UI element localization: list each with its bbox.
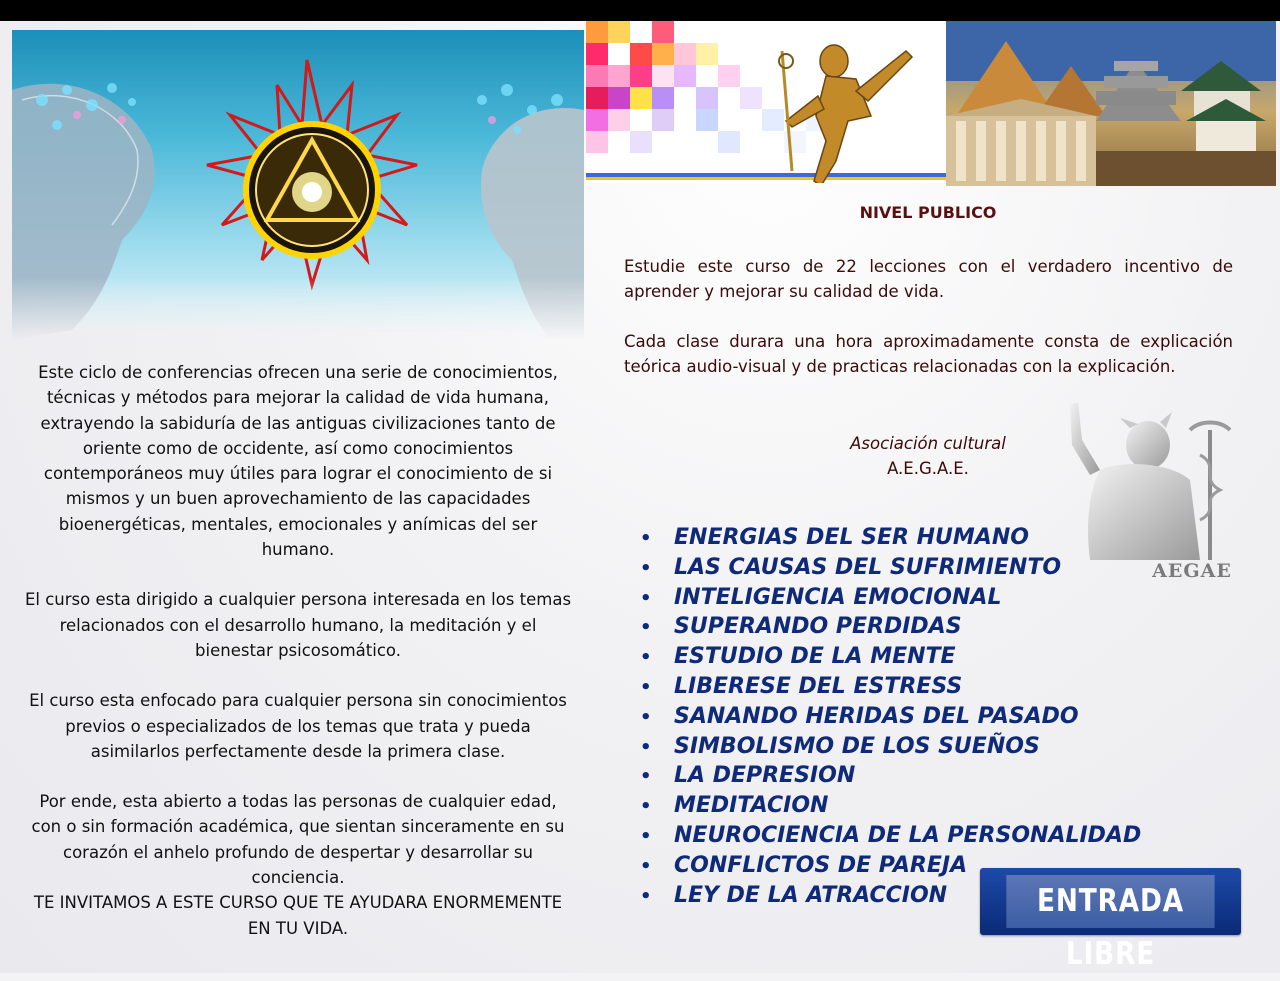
free-entry-badge — [980, 868, 1241, 972]
level-heading: NIVEL PUBLICO — [859, 203, 997, 222]
association-label: Asociación cultural — [850, 434, 1006, 453]
bullet-icon: • — [640, 647, 652, 669]
aegae-logo-text: AEGAE — [1152, 560, 1232, 582]
hermes-colored-squares-image — [586, 21, 946, 183]
topic-item — [640, 672, 1141, 702]
course-summary-paragraph: Estudie este curso de 22 lecciones con el verdadero incentivo de aprender y mejorar su calidad de vida. — [624, 257, 1233, 301]
description-paragraph-4: Por ende, esta abierto a todas las personas de cualquier edad, con o sin formación académica, que sientan sinceramente en su corazón el anhelo profundo de despertar y desarrollar su conciencia. — [31, 792, 565, 888]
bullet-icon: • — [640, 676, 652, 698]
bullet-icon: • — [640, 706, 652, 728]
topic-label: LAS CAUSAS DEL SUFRIMIENTO — [674, 554, 1062, 580]
topic-label: SUPERANDO PERDIDAS — [674, 614, 962, 640]
bullet-icon: • — [640, 766, 652, 788]
topic-label: ENERGIAS DEL SER HUMANO — [674, 525, 1029, 550]
bullet-icon: • — [640, 557, 652, 579]
topic-label: ESTUDIO DE LA MENTE — [674, 644, 956, 670]
class-info-paragraph: Cada clase durara una hora aproximadamente consta de explicación teórica audio-visual y de practicas relacionadas con la explicación. — [624, 332, 1233, 376]
bullet-icon: • — [640, 617, 652, 639]
mystic-heads-illustration — [12, 30, 584, 340]
association-name: A.E.G.A.E. — [887, 459, 969, 478]
association-credit — [818, 431, 1038, 481]
topic-label: NEUROCIENCIA DE LA PERSONALIDAD — [674, 822, 1142, 848]
description-paragraph-1: Este ciclo de conferencias ofrecen una serie de conocimientos, técnicas y métodos para mejorar la calidad de vida humana, extrayendo la sabiduría de las antiguas civilizaciones tanto de oriente como de occidente, así como conocimientos contemporáneos muy útiles para lograr el conocimiento de si mismos y un buen aprovechamiento de las capacidades bioenergéticas, mentales, emocionales y anímicas del ser humano. — [38, 363, 558, 560]
topic-item — [640, 702, 1141, 732]
topic-label: LIBERESE DEL ESTRESS — [674, 673, 963, 699]
topic-label: LEY DE LA ATRACCION — [674, 882, 948, 908]
topic-label: INTELIGENCIA EMOCIONAL — [674, 584, 1002, 610]
topic-label: SIMBOLISMO DE LOS SUEÑOS — [674, 733, 1040, 759]
top-black-bar — [0, 0, 1280, 21]
topic-item — [640, 732, 1141, 762]
bullet-icon: • — [640, 796, 652, 818]
topics-list — [640, 523, 1141, 910]
bullet-icon: • — [640, 855, 652, 877]
topic-item — [640, 583, 1141, 613]
description-paragraph-3: El curso esta enfocado para cualquier persona sin conocimientos previos o especializados de los temas que trata y pueda asimilarlos perfectamente desde la primera clase. — [29, 691, 567, 761]
topic-item — [640, 642, 1141, 672]
bullet-icon: • — [640, 587, 652, 609]
bullet-icon: • — [640, 528, 652, 549]
topic-label: MEDITACION — [674, 793, 829, 819]
topic-item — [640, 553, 1141, 583]
bullet-icon: • — [640, 825, 652, 847]
bullet-icon: • — [640, 885, 652, 907]
bullet-icon: • — [640, 736, 652, 758]
ancient-monuments-collage — [946, 21, 1276, 186]
topic-item — [640, 791, 1141, 821]
topic-item — [640, 821, 1141, 851]
topic-label: CONFLICTOS DE PAREJA — [674, 852, 968, 878]
course-description — [22, 360, 574, 941]
topic-label: SANANDO HERIDAS DEL PASADO — [674, 703, 1079, 729]
description-paragraph-2: El curso esta dirigido a cualquier persona interesada en los temas relacionados con el desarrollo humano, la meditación y el bienestar psicosomático. — [24, 590, 572, 660]
topic-label: LA DEPRESION — [674, 763, 856, 789]
free-entry-label: ENTRADA LIBRE — [1006, 875, 1214, 928]
topic-item — [640, 523, 1141, 553]
invitation-text: TE INVITAMOS A ESTE CURSO QUE TE AYUDARA ENORMEMENTE EN TU VIDA. — [33, 893, 563, 938]
topic-item — [640, 612, 1141, 642]
topic-item — [640, 761, 1141, 791]
